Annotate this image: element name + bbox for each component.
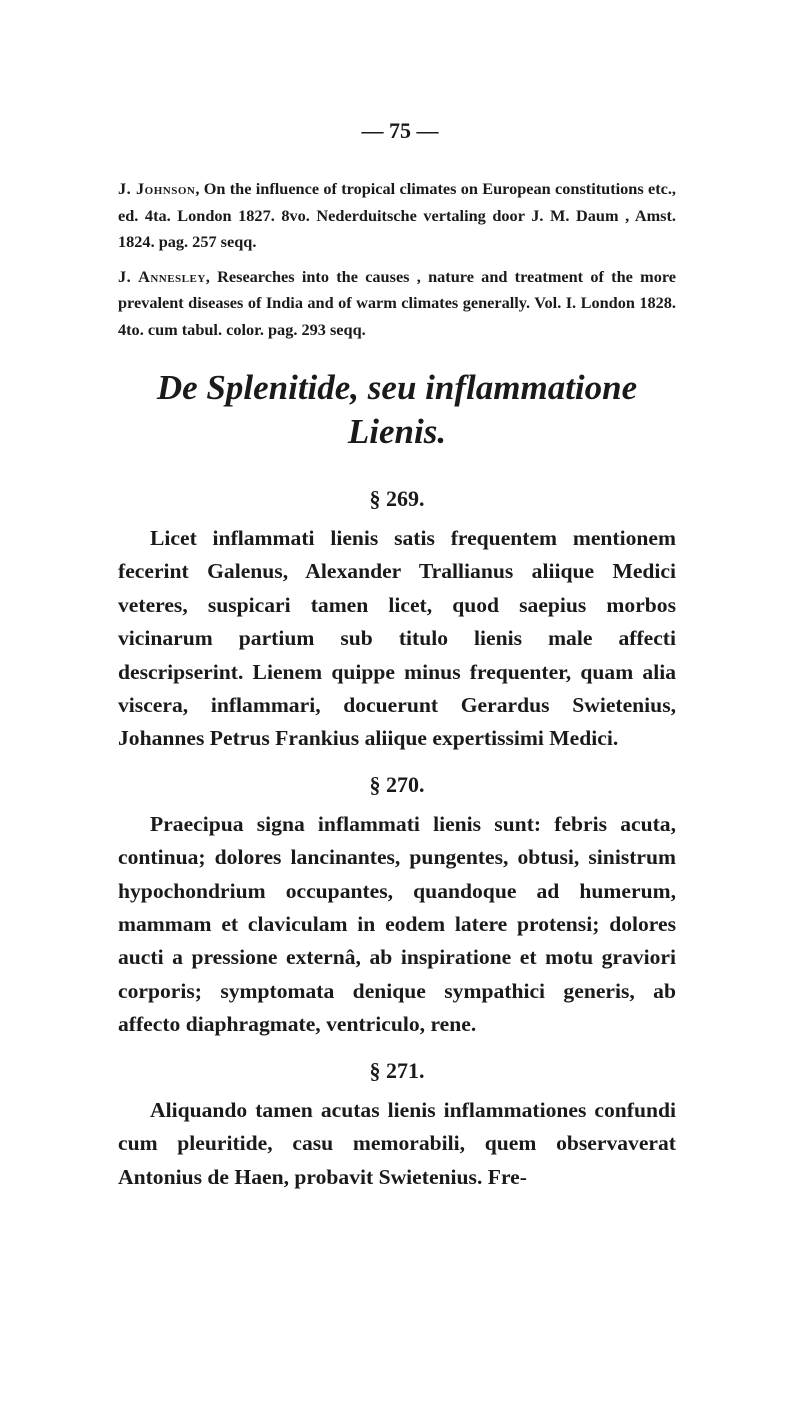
reference-text: , On the influence of tropical climates on European constitutions etc., ed. 4ta. London 1827. 8vo. Nederduitsche vertaling door J. M. Daum , Amst. 1824. pag. 257 seqq. — [118, 179, 676, 251]
reference-text: , Researches into the causes , nature and treatment of the more prevalent diseases of India and of warm climates generally. Vol. I. London 1828. 4to. cum tabul. color. pag. 293 seqq. — [118, 266, 676, 339]
page-number: — 75 — — [361, 118, 439, 143]
section-number: § 271. — [369, 1057, 425, 1083]
section-paragraph: Aliquando tamen acutas lienis inflammationes confundi cum pleuritide, casu memorabili, quem observaverat Antonius de Haen, probavit Swietenius. Fre- — [118, 1097, 676, 1189]
reference-author: J. Johnson — [118, 179, 196, 198]
body-text — [118, 482, 676, 1206]
section-paragraph: Licet inflammati lienis satis frequentem mentionem fecerint Galenus, Alexander Trallianus aliique Medici veteres, suspicari tamen licet, quod saepius morbos vicinarum partium sub titulo lienis male affecti descripserint. Lienem quippe minus frequenter, quam alia viscera, inflammari, docuerunt Gerardus Swietenius, Johannes Petrus Frankius aliique expertissimi Medici. — [118, 526, 676, 751]
reference-list — [118, 176, 676, 351]
chapter-title — [118, 366, 676, 454]
reference-entry — [118, 264, 676, 344]
section-paragraph: Praecipua signa inflammati lienis sunt: febris acuta, continua; dolores lancinantes, pungentes, obtusi, sinistrum hypochondrium occupantes, quandoque ad humerum, mammam et claviculam in eodem latere protensi; dolores aucti a pressione externâ, ab inspiratione et motu graviori corporis; symptomata denique sympathici generis, ab affecto diaphragmate, ventriculo, rene. — [118, 811, 676, 1037]
reference-entry — [118, 176, 676, 256]
section-number: § 269. — [369, 486, 425, 511]
chapter-title-line: De Splenitide, seu inflammatione — [156, 368, 638, 407]
reference-author: J. Annesley — [118, 266, 206, 286]
chapter-title-line: Lienis. — [347, 412, 447, 451]
section-number: § 270. — [369, 771, 425, 797]
